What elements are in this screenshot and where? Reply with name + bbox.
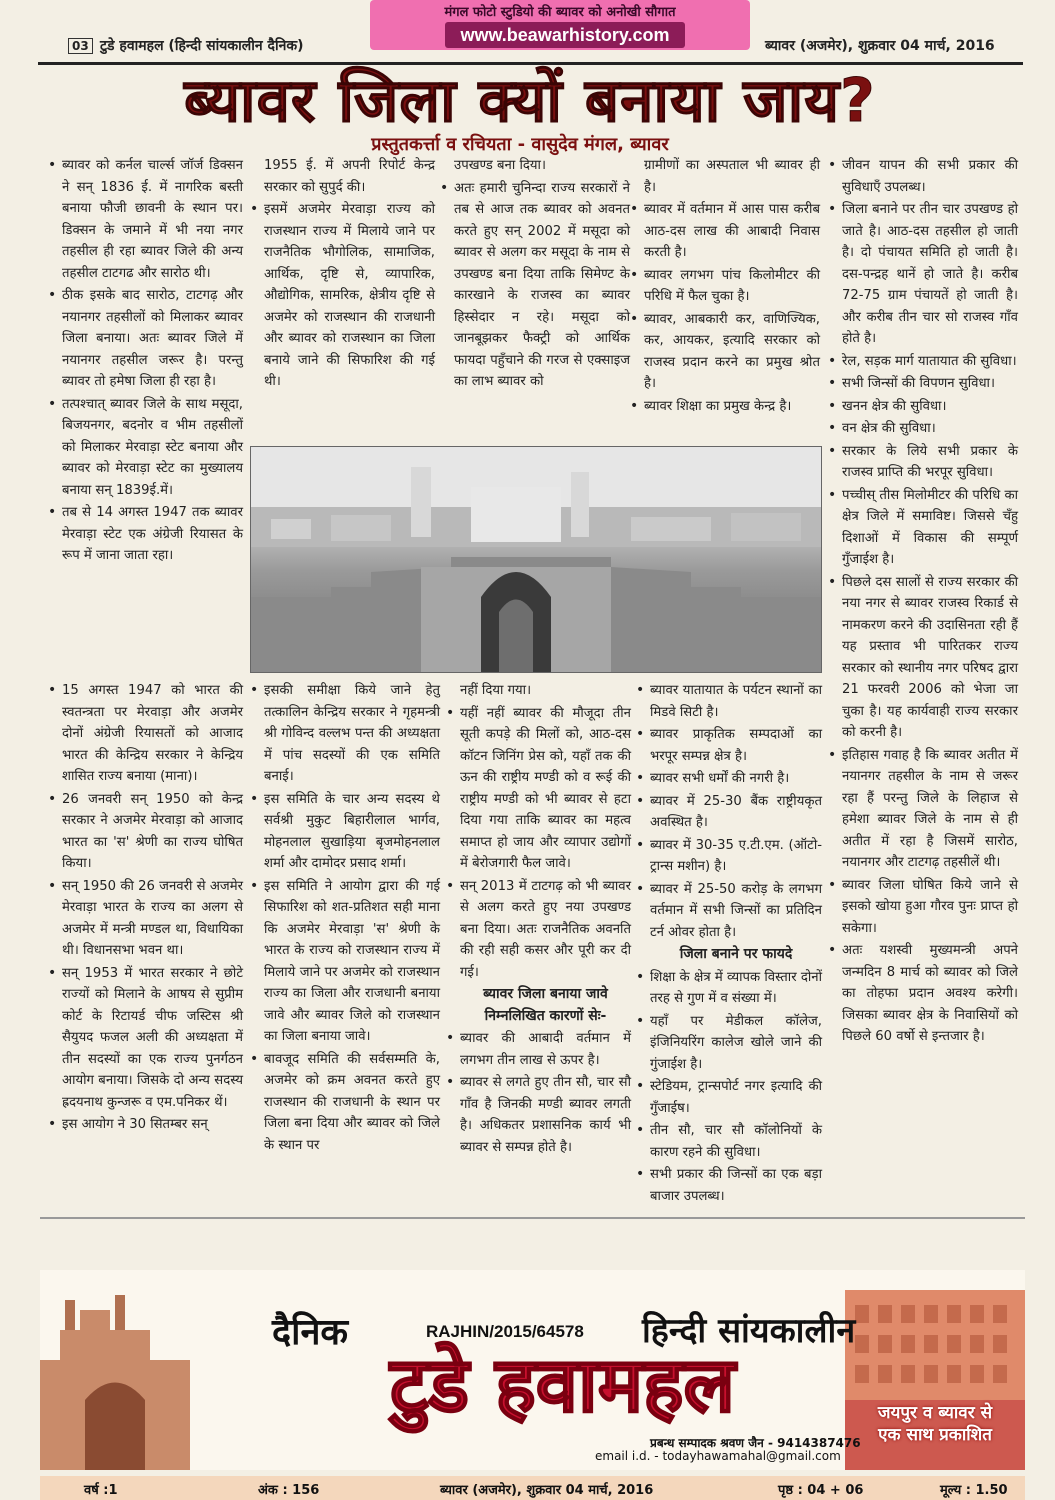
- list-item: • ब्यावर से लगते हुए तीन सौ, चार सौ गाँव है जिनकी मण्डी ब्यावर लगती है। अधिकतर प्रशासनिक कार्य भी ब्यावर से सम्पन्न होते है।: [446, 1072, 631, 1158]
- footer-pages: पृष्ठ : 04 + 06: [778, 1483, 864, 1498]
- paragraph: उपखण्ड बना दिया।: [454, 158, 546, 173]
- list-item: • 26 जनवरी सन् 1950 को केन्द्र सरकार ने अजमेर मेरवाड़ा को आजाद भारत का 'स' श्रेणी का राज्य घोषित किया।: [48, 789, 243, 875]
- column-3-bottom: [446, 680, 631, 1159]
- list-item: • ब्यावर यातायात के पर्यटन स्थानों का मिडवे सिटी है।: [636, 680, 822, 723]
- list-item: • शिक्षा के क्षेत्र में व्यापक विस्तार दोनों तरह से गुण में व संख्या में।: [636, 967, 822, 1010]
- masthead-dainik: दैनिक: [272, 1312, 349, 1353]
- list-item: • इसकी समीक्षा किये जाने हेतु तत्कालिन केन्द्रिय सरकार ने गृहमन्त्री श्री गोविन्द वल्लभ पन्त की अध्यक्षता में पांच सदस्यों की एक समिति बनाई।: [250, 680, 440, 788]
- list-item: • सन् 1953 में भारत सरकार ने छोटे राज्यों को मिलाने के आषय से सुप्रीम कोर्ट के रिटायर्ड चीफ जस्टिस श्री सैयुयद फजल अली की अध्यक्षता में तीन सदस्यों का एक राज्य पुनर्गठन आयोग बनाया। जिसके दो अन्य सदस्य ह्रदयनाथ कुन्जरू व एम.पनिकर थें।: [48, 963, 243, 1114]
- list-item: • इस समिति के चार अन्य सदस्य थे सर्वश्री मुकुट बिहारीलाल भार्गव, मोहनलाल सुखाड़िया बृजमोहनलाल शर्मा और दामोदर प्रसाद शर्मा।: [250, 789, 440, 875]
- tagline-line-1: जयपुर व ब्यावर से: [877, 1403, 993, 1423]
- list-item: • जीवन यापन की सभी प्रकार की सुविधाएँ उपलब्ध।: [828, 155, 1018, 198]
- list-item: • ब्यावर जिला घोषित किये जाने से इसको खोया हुआ गौरव पुनः प्राप्त हो सकेगा।: [828, 875, 1018, 940]
- list-item: • तब से 14 अगस्त 1947 तक ब्यावर मेरवाड़ा स्टेट एक अंग्रेजी रियासत के रूप में जाना जाता रहा।: [48, 502, 243, 567]
- website-link[interactable]: www.beawarhistory.com: [445, 22, 685, 48]
- list-item: • स्टेडियम, ट्रान्सपोर्ट नगर इत्यादि की गुँजाईष।: [636, 1076, 822, 1119]
- fort-gate-photo: [250, 446, 822, 673]
- list-item: • अतः यशस्वी मुख्यमन्त्री अपने जन्मदिन 8 मार्च को ब्यावर को जिले का तोहफा प्रदान अवश्य करेगी। जिसका ब्यावर क्षेत्र के निवासियों को पिछले 60 वर्षो से इन्तजार है।: [828, 940, 1018, 1048]
- list-item: • इस आयोग ने 30 सितम्बर सन्: [48, 1114, 243, 1136]
- list-item: • ब्यावर की आबादी वर्तमान में लगभग तीन लाख से ऊपर है।: [446, 1028, 631, 1071]
- byline: प्रस्तुतकर्त्ता व रचियता - वासुदेव मंगल, ब्यावर: [371, 134, 669, 155]
- editor-credit: प्रबन्ध सम्पादक श्रवण जैन - 9414387476: [650, 1436, 861, 1450]
- list-item: • ठीक इसके बाद सारोठ, टाटगढ़ और नयानगर तहसीलों को मिलाकर ब्यावर जिला बनाया। अतः ब्यावर जिले में नयानगर तहसील जरूर है। परन्तु ब्यावर तो हमेषा जिला ही रहा है।: [48, 285, 243, 393]
- list-item: • ब्यावर, आबकारी कर, वाणिज्यिक, कर, आयकर, इत्यादि सरकार को राजस्व प्रदान करने का प्रमुख श्रोत है।: [630, 309, 820, 395]
- list-item: • इस समिति ने आयोग द्वारा की गई सिफारिश को शत-प्रतिशत सही माना कि अजमेर मेरवाड़ा 'स' श्रेणी के भारत के राज्य को राजस्थान राज्य में मिलाये जाने पर अजमेर को राजस्थान राज्य का जिला और राजधानी बनाया जावे और ब्यावर जिले को राजस्थान का जिला बनाया जावे।: [250, 876, 440, 1048]
- column-3-top: [440, 155, 630, 394]
- list-item: • ब्यावर को कर्नल चार्ल्स जॉर्ज डिक्सन ने सन् 1836 ई. में नागरिक बस्ती बनाया फौजी छावनी के स्थान पर। डिक्सन के जमाने में भी नया नगर तहसील ही रहा ब्यावर जिले की अन्य तहसील टाटगढ और सारोठ थी।: [48, 155, 243, 284]
- article-bottom-rule: [40, 1217, 1025, 1219]
- list-item: • ब्यावर प्राकृतिक सम्पदाओं का भरपूर सम्पन्न क्षेत्र है।: [636, 724, 822, 767]
- section-subheading: जिला बनाने पर फायदे: [679, 946, 793, 962]
- paragraph: 1955 ई. में अपनी रिपोर्ट केन्द्र सरकार को सुपुर्द की।: [264, 158, 435, 195]
- list-item: • जिला बनाने पर तीन चार उपखण्ड हो जाते है। आठ-दस तहसील हो जाती है। दो पंचायत समिति हो जाती है। दस-पन्द्रह थानें हो जाते है। करीब 72-75 ग्राम पंचायतें हो जाती है। और करीब तीन चार सो राजस्व गाँव होते है।: [828, 199, 1018, 350]
- list-item: • पिछले दस सालों से राज्य सरकार की नया नगर से ब्यावर राजस्व रिकार्ड से नामकरण करने की उदासिनता रही हैं यह प्रस्ताव भी पारितकर राज्य सरकार को स्थानीय नगर परिषद द्वारा 21 फरवरी 2006 को भेजा जा चुका है। यह कार्यवाही राज्य सरकार को करनी है।: [828, 572, 1018, 744]
- promo-tagline: मंगल फोटो स्टुडियो की ब्यावर को अनोखी सौगात: [444, 5, 676, 20]
- paper-name: टुडे हवामहल (हिन्दी सांयकालीन दैनिक): [100, 38, 304, 54]
- footer-price: मूल्य : 1.50: [940, 1483, 1008, 1498]
- column-4-bottom: [636, 680, 822, 1208]
- list-item: • ब्यावर में 30-35 ए.टी.एम. (ऑटो-ट्रान्स मशीन) है।: [636, 835, 822, 878]
- email-contact: email i.d. - todayhawamahal@gmail.com: [595, 1449, 841, 1463]
- list-item: • खनन क्षेत्र की सुविधा।: [828, 396, 1018, 418]
- list-item: • इतिहास गवाह है कि ब्यावर अतीत में नयानगर तहसील के नाम से जरूर रहा हैं परन्तु जिले के लिहाज से हमेशा ब्यावर जिले के नाम से ही अतीत में रहा है जिसमें सारोठ, नयानगर और टाटगढ़ तहसीलें थी।: [828, 745, 1018, 874]
- section-subheading: ब्यावर जिला बनाया जावे निम्नलिखित कारणों सेः-: [483, 986, 608, 1024]
- masthead-tagline: [845, 1402, 1025, 1446]
- list-item: • ब्यावर शिक्षा का प्रमुख केन्द्र है।: [630, 396, 820, 418]
- list-item: • पच्चीस् तीस मिलोमीटर की परिधि का क्षेत्र जिले में समाविष्ट। जिससे चँहु दिशाओं में विकास की सम्पूर्ण गुँजाईश है।: [828, 485, 1018, 571]
- paragraph: नहीं दिया गया।: [460, 683, 532, 698]
- list-item: • ब्यावर में 25-30 बैंक राष्ट्रीयकृत अवस्थित है।: [636, 791, 822, 834]
- list-item: • ब्यावर सभी धर्मों की नगरी है।: [636, 768, 822, 790]
- list-item: • यहीं नहीं ब्यावर की मौजूदा तीन सूती कपड़े की मिलों को, आठ-दस कॉटन जिनिंग प्रेस को, यहाँ तक की ऊन की राष्ट्रीय मण्डी को व रूई की राष्ट्रीय मण्डी को भी ब्यावर से हटा दिया गया ताकि ब्यावर का महत्व समाप्त हो जाय और व्यापार उद्योगों में बेरोजगारी फैल जावे।: [446, 703, 631, 875]
- top-rule: [38, 62, 1023, 65]
- list-item: • रेल, सड़क मार्ग यातायात की सुविधा।: [828, 351, 1018, 373]
- list-item: • तत्पश्चात् ब्यावर जिले के साथ मसूदा, बिजयनगर, बदनोर व भीम तहसीलों को मिलाकर मेरवाड़ा स्टेट बनाया और ब्यावर को मेरवाड़ा स्टेट का मुख्यालय बनाया सन् 1839ई.में।: [48, 394, 243, 502]
- masthead-hindi-evening: हिन्दी सांयकालीन: [642, 1311, 856, 1351]
- tagline-line-2: एक साथ प्रकाशित: [878, 1425, 992, 1445]
- list-item: • वन क्षेत्र की सुविधा।: [828, 418, 1018, 440]
- list-item: • 15 अगस्त 1947 को भारत की स्वतन्त्रता पर मेरवाड़ा और अजमेर दोनों अंग्रेजी रियासतों को आजाद भारत की केन्द्रिय सरकार ने केन्द्रिय शासित राज्य बनाया (माना)।: [48, 680, 243, 788]
- list-item: • तीन सौ, चार सौ कॉलोनियों के कारण रहने की सुविधा।: [636, 1120, 822, 1163]
- photo-illustration: [251, 447, 821, 672]
- list-item: • इसमें अजमेर मेरवाड़ा राज्य को राजस्थान राज्य में मिलाये जाने पर राजनैतिक भौगोलिक, सामाजिक, आर्थिक, दृष्टि से, व्यापारिक, औद्योगिक, सामरिक, क्षेत्रीय दृष्टि से अजमेर को राजस्थान की राजधानी और ब्यावर को राजस्थान का जिला बनाये जाने की सिफारिश की गई थी।: [250, 199, 435, 393]
- column-1-bottom: [48, 680, 243, 1137]
- list-item: • सरकार के लिये सभी प्रकार के राजस्व प्राप्ति की भरपूर सुविधा।: [828, 441, 1018, 484]
- registration-number: RAJHIN/2015/64578: [426, 1322, 584, 1341]
- page-number: 03: [68, 38, 93, 54]
- masthead-title: टुडे हवामहल: [389, 1340, 736, 1429]
- list-item: • अतः हमारी चुनिन्दा राज्य सरकारों ने तब से आज तक ब्यावर को अवनत करते हुए सन् 2002 में मसूदा को ब्यावर से अलग कर मसूदा के नाम से उपखण्ड बना दिया ताकि सिमेण्ट के कारखाने के राजस्व का ब्यावर हिस्सेदार न रहे। मसूदा को जानबूझकर फैक्ट्री को आर्थिक फायदा पहुँचाने की गरज से एक्साइज का लाभ ब्यावर को: [440, 178, 630, 393]
- list-item: • सन् 2013 में टाटगढ़ को भी ब्यावर से अलग करते हुए नया उपखण्ड बना दिया। अतः राजनैतिक अवनति की रही सही कसर और पूरी कर दी गई।: [446, 876, 631, 984]
- column-2-top: [250, 155, 435, 394]
- column-4-top: [630, 155, 820, 418]
- list-item: • ब्यावर लगभग पांच किलोमीटर की परिधि में फैल चुका है।: [630, 265, 820, 308]
- list-item: • बावजूद समिति की सर्वसम्मति के, अजमेर को क्रम अवनत करते हुए राजस्थान की राजधानी के स्थान पर जिला बना दिया और ब्यावर को जिले के स्थान पर: [250, 1049, 440, 1157]
- footer-date: ब्यावर (अजमेर), शुक्रवार 04 मार्च, 2016: [440, 1483, 654, 1498]
- paragraph: ग्रामीणों का अस्पताल भी ब्यावर ही है।: [644, 158, 820, 195]
- list-item: • ब्यावर में वर्तमान में आस पास करीब आठ-दस लाख की आबादी निवास करती है।: [630, 199, 820, 264]
- column-5: [828, 155, 1018, 1049]
- headline: ब्यावर जिला क्यों बनाया जाय?: [184, 66, 876, 136]
- column-2-bottom: [250, 680, 440, 1157]
- list-item: • सन् 1950 की 26 जनवरी से अजमेर मेरवाड़ा भारत के राज्य का अलग से अजमेर में मन्त्री मण्डल था, विधायिका थी। विधानसभा भवन था।: [48, 876, 243, 962]
- list-item: • ब्यावर में 25-50 करोड़ के लगभग वर्तमान में सभी जिन्सों का प्रतिदिन टर्न ओवर होता है।: [636, 879, 822, 944]
- list-item: • सभी प्रकार की जिन्सों का एक बड़ा बाजार उपलब्ध।: [636, 1164, 822, 1207]
- column-1-top: [48, 155, 243, 568]
- footer-year: वर्ष :1: [84, 1483, 118, 1498]
- footer-issue: अंक : 156: [258, 1483, 320, 1498]
- header-date: ब्यावर (अजमेर), शुक्रवार 04 मार्च, 2016: [765, 38, 995, 54]
- list-item: • सभी जिन्सों की विपणन सुविधा।: [828, 373, 1018, 395]
- list-item: • यहाँ पर मेडीकल कॉलेज, इंजिनियरिंग कालेज खोले जाने की गुंजाईश है।: [636, 1011, 822, 1076]
